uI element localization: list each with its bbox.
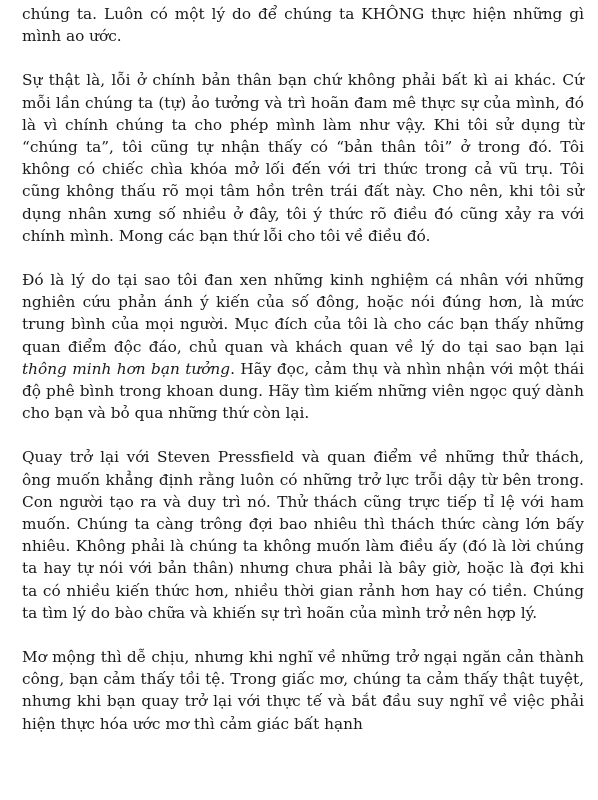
paragraph-text: Đó là lý do tại sao tôi đan xen những kinh nghiệm cá nhân với những nghiên cứu phản ánh ý kiến của số đông, hoặc nói đúng hơn, là mức trung bình của mọi người. Mục đích của tôi là cho các bạn thấy những quan điểm độc đáo, chủ quan và khách quan về lý do tại sao bạn lại xyxy=(22,271,584,356)
italic-book-title: thông minh hơn bạn tưởng xyxy=(22,359,231,378)
paragraph-text: Quay trở lại với Steven Pressfield và quan điểm về những thử thách, ông muốn khẳng định rằng luôn có những trở lực trỗi dậy từ bên trong. Con người tạo ra và duy trì nó. Thử thách cũng trực tiếp tỉ lệ với ham muốn. Chúng ta càng trông đợi bao nhiêu thì thách thức càng lớn bấy nhiêu. Không phải là chúng ta không muốn làm điều ấy (đó là lời chúng ta hay tự nói với bản thân) nhưng chưa phải là bây giờ, hoặc là đợi khi ta có nhiều kiến thức hơn, nhiều thời gian rảnh hơn hay có tiền. Chúng ta tìm lý do bào chữa và khiến sự trì hoãn của mình trở nên hợp lý. xyxy=(22,448,584,622)
paragraph-text: Sự thật là, lỗi ở chính bản thân bạn chứ không phải bất kì ai khác. Cứ mỗi lần chúng ta (tự) ảo tưởng và trì hoãn đam mê thực sự của mình, đó là vì chính chúng ta cho phép mình làm như vậy. Khi tôi sử dụng từ “chúng ta”, tôi cũng tự nhận thấy có “bản thân tôi” ở trong đó. Tôi không có chiếc chìa khóa mở lối đến với tri thức trong cả vũ trụ. Tôi cũng không thấu rõ mọi tâm hồn trên trái đất này. Cho nên, khi tôi sử dụng nhân xưng số nhiều ở đây, tôi ý thức rõ điều đó cũng xảy ra với chính mình. Mong các bạn thứ lỗi cho tôi về điều đó. xyxy=(22,71,584,245)
paragraph-text: chúng ta. Luôn có một lý do để chúng ta KHÔNG thực hiện những gì mình ao ước. xyxy=(22,5,584,46)
paragraph xyxy=(22,646,584,735)
paragraph-text: Mơ mộng thì dễ chịu, nhưng khi nghĩ về những trở ngại ngăn cản thành công, bạn cảm thấy tồi tệ. Trong giấc mơ, chúng ta cảm thấy thật tuyệt, nhưng khi bạn quay trở lại với thực tế và bắt đầu suy nghĩ về việc phải hiện thực hóa ước mơ thì cảm giác bất hạnh xyxy=(22,648,584,733)
paragraph-text: . Hãy đọc, cảm thụ và nhìn nhận với một thái độ phê bình trong khoan dung. Hãy tìm kiếm những viên ngọc quý dành cho bạn và bỏ qua những thứ còn lại. xyxy=(22,359,584,423)
paragraph xyxy=(22,3,584,47)
paragraph xyxy=(22,69,584,247)
paragraph xyxy=(22,446,584,624)
paragraph xyxy=(22,269,584,424)
